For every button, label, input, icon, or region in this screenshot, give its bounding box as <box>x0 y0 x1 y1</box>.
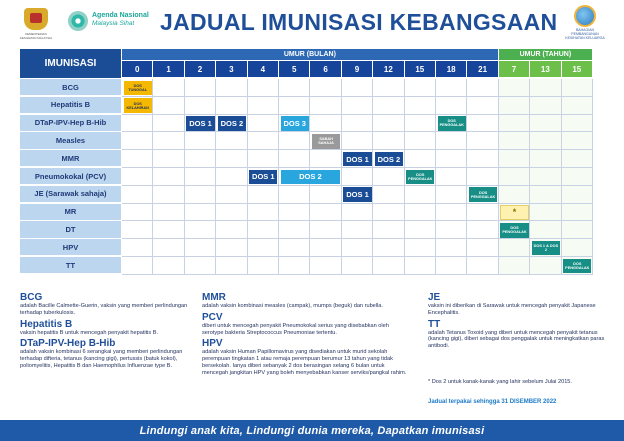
header <box>0 0 624 46</box>
schedule-cell <box>248 239 279 257</box>
vaccine-label: Pneumokokal (PCV) <box>20 168 121 184</box>
schedule-cell <box>279 186 310 204</box>
schedule-cell <box>530 204 561 222</box>
agenda-line1: Agenda Nasional <box>92 12 149 19</box>
schedule-cell <box>467 204 498 222</box>
dose-badge: DOS 1 & DOS 2 <box>532 241 560 256</box>
schedule-cell <box>310 186 341 204</box>
month-header-0: 0 <box>122 61 152 77</box>
schedule-cell <box>405 239 436 257</box>
desc-text-hepb: vaksin hepatitis B untuk mencegah penyakit hepatitis B. <box>20 329 159 336</box>
schedule-cell <box>467 79 498 97</box>
schedule-cell <box>373 204 404 222</box>
schedule-cell <box>342 221 373 239</box>
schedule-cell <box>185 132 216 150</box>
schedule-cell <box>499 257 530 275</box>
dose-badge: DOS 1 <box>343 152 371 167</box>
schedule-cell <box>122 257 153 275</box>
schedule-cell <box>342 115 373 133</box>
schedule-cell <box>436 186 467 204</box>
desc-title-je: JE <box>428 292 441 303</box>
schedule-cell <box>405 132 436 150</box>
dose-badge: DOS 3 <box>281 116 309 131</box>
schedule-cell <box>405 79 436 97</box>
desc-text-tt: adalah Tetanus Toxoid yang diberi untuk mencegah penyakit tetanus (kancing gigi), diberi sebagai dos penggalak untuk meningkatkan paras antibodi. <box>428 329 605 350</box>
dose-badge: DOS 1 <box>249 170 277 185</box>
schedule-cell <box>467 257 498 275</box>
schedule-cell <box>405 186 436 204</box>
desc-text-pcv: diberi untuk mencegah penyakit Pneumokokal serius yang disebabkan oleh serotype bakteria Streptococcus Pneumoniae tertentu. <box>202 322 389 336</box>
schedule-cell <box>467 132 498 150</box>
schedule-cell <box>248 221 279 239</box>
schedule-cell <box>342 204 373 222</box>
schedule-cell <box>185 150 216 168</box>
month-header-1: 1 <box>153 61 183 77</box>
schedule-cell <box>216 97 247 115</box>
schedule-cell <box>373 221 404 239</box>
schedule-cell <box>279 221 310 239</box>
schedule-cell <box>467 239 498 257</box>
schedule-cell <box>436 132 467 150</box>
schedule-cell <box>279 79 310 97</box>
vaccine-label: DTaP-IPV-Hep B-Hib <box>20 115 121 131</box>
schedule-cell <box>153 186 184 204</box>
schedule-cell <box>499 186 530 204</box>
desc-title-tt: TT <box>428 318 441 330</box>
schedule-cell <box>185 79 216 97</box>
schedule-cell <box>185 97 216 115</box>
desc-title-hepb: Hepatitis B <box>20 318 73 330</box>
schedule-cell <box>405 97 436 115</box>
year-header-13: 13 <box>530 61 560 77</box>
year-header-7: 7 <box>499 61 529 77</box>
schedule-cell <box>467 150 498 168</box>
footer-slogan: Lindungi anak kita, Lindungi dunia mereka, Dapatkan imunisasi <box>139 424 485 437</box>
schedule-cell <box>373 115 404 133</box>
schedule-cell <box>185 239 216 257</box>
schedule-cell <box>185 186 216 204</box>
schedule-cell <box>342 239 373 257</box>
schedule-cell <box>467 221 498 239</box>
schedule-cell <box>248 97 279 115</box>
schedule-cell <box>122 186 153 204</box>
schedule-cell <box>153 150 184 168</box>
schedule-cell <box>216 168 247 186</box>
schedule-cell <box>499 168 530 186</box>
vaccine-label: TT <box>20 257 121 273</box>
schedule-cell <box>248 150 279 168</box>
month-header-21: 21 <box>467 61 497 77</box>
schedule-cell <box>216 204 247 222</box>
schedule-cell <box>373 257 404 275</box>
schedule-cell <box>499 97 530 115</box>
desc-title-dtap: DTaP-IPV-Hep B-Hib <box>20 338 116 350</box>
dose-badge: DOS 2 <box>375 152 403 167</box>
schedule-cell <box>530 257 561 275</box>
schedule-cell <box>562 186 593 204</box>
umur-tahun-header: UMUR (TAHUN) <box>499 49 592 60</box>
schedule-cell <box>373 186 404 204</box>
schedule-cell <box>279 257 310 275</box>
schedule-cell <box>122 168 153 186</box>
schedule-cell <box>373 239 404 257</box>
vaccine-label: BCG <box>20 79 121 95</box>
desc-title-bcg: BCG <box>20 292 43 303</box>
dose-badge: SABAH SAHAJA <box>312 134 340 149</box>
dose-badge: DOS 1 <box>343 187 371 202</box>
dose-badge: DOS 2 <box>218 116 246 131</box>
desc-text-mmr: adalah vaksin kombinasi measles (campak), mumps (beguk) dan rubella. <box>202 303 383 309</box>
month-header-9: 9 <box>342 61 372 77</box>
dose-badge: DOS PENGGALAK <box>406 170 434 185</box>
agenda-nasional-logo <box>68 9 148 35</box>
schedule-cell <box>373 97 404 115</box>
dose-badge: DOS 2 <box>281 170 341 185</box>
schedule-cell <box>436 204 467 222</box>
desc-text-dtap: adalah vaksin kombinasi 6 serangkai yang memberi perlindungan terhadap difteria, tetanus (kancing gigi), pertussis (batuk kokol), poliomyelitis, Hepatitis B dan Haemophilus Influenzae type B. <box>20 349 183 369</box>
schedule-cell <box>279 132 310 150</box>
schedule-cell <box>310 115 341 133</box>
schedule-cell <box>216 150 247 168</box>
agenda-line2: Malaysia Sihat <box>92 20 135 27</box>
dose-badge: DOS PENGGALAK <box>469 187 497 202</box>
month-header-6: 6 <box>310 61 340 77</box>
schedule-cell <box>436 97 467 115</box>
schedule-cell <box>467 168 498 186</box>
schedule-cell <box>153 221 184 239</box>
schedule-cell <box>216 132 247 150</box>
schedule-cell <box>342 132 373 150</box>
schedule-cell <box>153 132 184 150</box>
schedule-cell <box>342 97 373 115</box>
schedule-cell <box>467 97 498 115</box>
schedule-cell <box>562 115 593 133</box>
schedule-cell <box>153 204 184 222</box>
schedule-cell <box>499 150 530 168</box>
schedule-cell <box>405 115 436 133</box>
schedule-cell <box>405 221 436 239</box>
schedule-cell <box>216 79 247 97</box>
schedule-cell <box>279 97 310 115</box>
schedule-cell <box>373 168 404 186</box>
schedule-cell <box>436 150 467 168</box>
schedule-cell <box>530 97 561 115</box>
schedule-cell <box>436 221 467 239</box>
schedule-cell <box>153 97 184 115</box>
page-title: JADUAL IMUNISASI KEBANGSAAN <box>160 9 558 35</box>
schedule-cell <box>185 168 216 186</box>
globe-icon <box>574 5 596 27</box>
schedule-cell <box>562 239 593 257</box>
corner-label: IMUNISASI <box>20 49 121 78</box>
desc-text-je: vaksin ini diberikan di Sarawak untuk mencegah penyakit Japanese Encephalitis. <box>428 303 596 316</box>
schedule-cell <box>279 150 310 168</box>
desc-text-hpv: adalah vaksin Human Papillomavirus yang disediakan untuk murid sekolah perempuan tingkatan 1 atau remaja perempuan berumur 13 tahun yang tidak bersekolah. Ianya diberi sebanyak 2 dos berasingan selang 6 bulan untuk mencegah jangkitan HPV yang boleh menyebabkan kanser serviks/pangkal rahim. <box>202 349 407 376</box>
footnote: * Dos 2 untuk kanak-kanak yang lahir sebelum Julai 2015. <box>428 379 572 385</box>
schedule-cell <box>530 115 561 133</box>
schedule-cell <box>405 257 436 275</box>
schedule-cell <box>530 186 561 204</box>
schedule-cell <box>122 239 153 257</box>
schedule-cell <box>185 221 216 239</box>
desc-title-hpv: HPV <box>202 338 223 350</box>
schedule-cell <box>342 168 373 186</box>
vaccine-label: Measles <box>20 132 121 148</box>
dose-badge: DOS TUNGGAL <box>124 81 152 96</box>
schedule-cell <box>122 204 153 222</box>
schedule-cell <box>185 257 216 275</box>
schedule-cell <box>373 132 404 150</box>
desc-title-pcv: PCV <box>202 311 223 323</box>
schedule-cell <box>467 115 498 133</box>
vaccine-label: DT <box>20 221 121 237</box>
schedule-cell <box>405 150 436 168</box>
umur-bulan-header: UMUR (BULAN) <box>122 49 498 60</box>
schedule-cell <box>248 204 279 222</box>
vaccine-label: HPV <box>20 239 121 255</box>
dose-badge: DOS 1 <box>186 116 214 131</box>
schedule-cell <box>530 221 561 239</box>
schedule-cell <box>310 204 341 222</box>
desc-text-bcg: adalah Bacille Calmette-Guerin, vaksin yang memberi perlindungan terhadap tuberkulosis. <box>20 303 188 316</box>
schedule-cell <box>122 150 153 168</box>
schedule-cell <box>562 150 593 168</box>
vaccine-label: JE (Sarawak sahaja) <box>20 186 121 202</box>
schedule-cell <box>310 257 341 275</box>
schedule-cell <box>562 168 593 186</box>
schedule-cell <box>436 79 467 97</box>
schedule-cell <box>405 204 436 222</box>
schedule-cell <box>153 239 184 257</box>
schedule-cell <box>342 257 373 275</box>
schedule-cell <box>216 221 247 239</box>
schedule-cell <box>530 132 561 150</box>
schedule-cell <box>499 79 530 97</box>
month-header-3: 3 <box>216 61 246 77</box>
schedule-cell <box>562 97 593 115</box>
schedule-cell <box>216 239 247 257</box>
schedule-cell <box>562 79 593 97</box>
month-header-2: 2 <box>185 61 215 77</box>
mr-dose2-star: * <box>500 205 528 220</box>
vaccine-label: Hepatitis B <box>20 97 121 113</box>
schedule-cell <box>499 115 530 133</box>
schedule-cell <box>153 115 184 133</box>
schedule-cell <box>310 221 341 239</box>
bpkk-logo: BAHAGIAN PEMBANGUNAN KESIHATAN KELUARGA <box>564 5 606 41</box>
schedule-cell <box>122 115 153 133</box>
desc-title-mmr: MMR <box>202 292 226 303</box>
dose-badge: DOS PENGGALAK <box>563 259 591 274</box>
dose-badge: DOS PENGGALAK <box>500 223 528 238</box>
schedule-cell <box>342 79 373 97</box>
schedule-cell <box>122 132 153 150</box>
schedule-cell <box>499 239 530 257</box>
dose-badge: DOS KELAHIRAN <box>124 98 152 113</box>
schedule-cell <box>153 168 184 186</box>
schedule-cell <box>562 132 593 150</box>
schedule-cell <box>530 150 561 168</box>
schedule-cell <box>248 186 279 204</box>
descriptions-column-1 <box>20 292 192 372</box>
schedule-cell <box>153 257 184 275</box>
flower-icon <box>68 11 88 31</box>
schedule-cell <box>499 132 530 150</box>
schedule-cell <box>373 79 404 97</box>
schedule-cell <box>562 221 593 239</box>
schedule-cell <box>279 204 310 222</box>
schedule-cell <box>153 79 184 97</box>
descriptions-column-3 <box>428 292 608 352</box>
vaccine-label: MMR <box>20 150 121 166</box>
year-header-15: 15 <box>562 61 592 77</box>
schedule-cell <box>216 186 247 204</box>
month-header-12: 12 <box>373 61 403 77</box>
schedule-cell <box>530 79 561 97</box>
schedule-cell <box>310 79 341 97</box>
month-header-15: 15 <box>405 61 435 77</box>
schedule-cell <box>248 257 279 275</box>
schedule-cell <box>562 204 593 222</box>
month-header-5: 5 <box>279 61 309 77</box>
vaccine-label: MR <box>20 204 121 220</box>
schedule-cell <box>248 79 279 97</box>
schedule-cell <box>216 257 247 275</box>
schedule-cell <box>185 204 216 222</box>
schedule-cell <box>248 132 279 150</box>
descriptions-column-2 <box>202 292 408 379</box>
schedule-cell <box>436 239 467 257</box>
schedule-cell <box>310 97 341 115</box>
schedule-cell <box>310 239 341 257</box>
schedule-cell <box>436 168 467 186</box>
schedule-cell <box>436 257 467 275</box>
ministry-crest-logo: KEMENTERIAN KESIHATAN MALAYSIA <box>18 6 54 36</box>
updated-date: Jadual terpakai sehingga 31 DISEMBER 2022 <box>428 399 557 405</box>
schedule-cell <box>248 115 279 133</box>
schedule-cell <box>310 150 341 168</box>
dose-badge: DOS PENGGALAK <box>438 116 466 131</box>
schedule-cell <box>530 168 561 186</box>
schedule-cell <box>122 221 153 239</box>
schedule-cell <box>279 239 310 257</box>
month-header-18: 18 <box>436 61 466 77</box>
month-header-4: 4 <box>248 61 278 77</box>
